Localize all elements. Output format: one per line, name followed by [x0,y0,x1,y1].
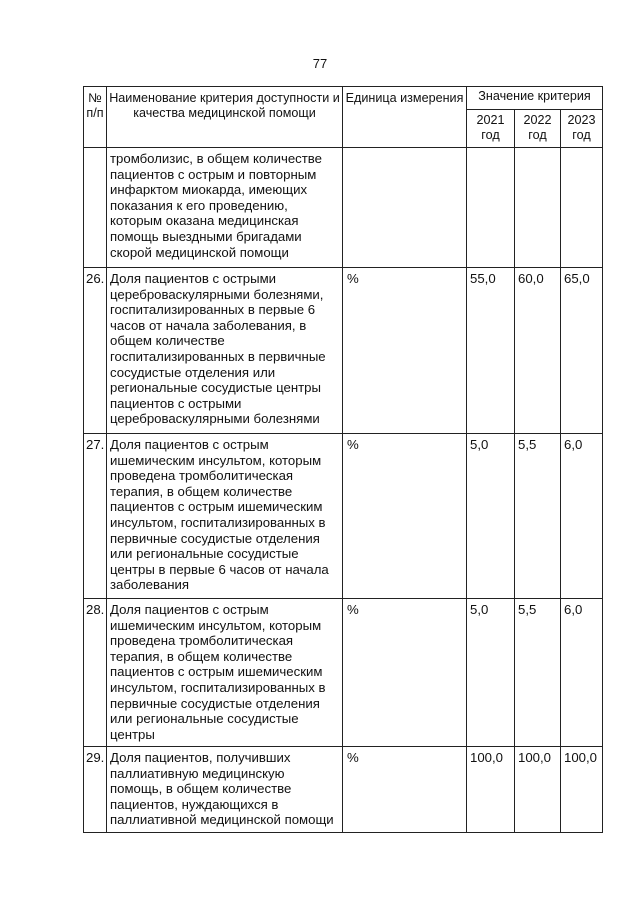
row-value-2021 [467,148,515,268]
table-header [84,87,603,148]
row-value-2023 [561,148,603,268]
row-criterion-name: Доля пациентов с острым ишемическим инсультом, которым проведена тромболитическая терапия, в общем количестве пациентов с острым ишемическим инсультом, госпитализированных в первичные сосудистые отделения или региональные сосудистые центры [107,599,343,747]
row-value-2022: 5,5 [515,434,561,599]
row-value-2021: 55,0 [467,268,515,434]
row-criterion-name: Доля пациентов с острыми цереброваскулярными болезнями, госпитализированных в первые 6 часов от начала заболевания, в общем количестве госпитализированных в первичные сосудистые отделения или региональные сосудистые центры пациентов с острыми цереброваскулярными болезнями [107,268,343,434]
row-number: 29. [84,747,107,833]
row-criterion-name: Доля пациентов, получивших паллиативную медицинскую помощь, в общем количестве пациентов, нуждающихся в паллиативной медицинской помощи [107,747,343,833]
row-value-2023: 65,0 [561,268,603,434]
table-row [84,434,603,599]
row-value-2022: 5,5 [515,599,561,747]
row-value-2022: 60,0 [515,268,561,434]
row-value-2023: 6,0 [561,599,603,747]
row-unit: % [343,434,467,599]
row-unit: % [343,599,467,747]
row-unit: % [343,268,467,434]
header-unit: Единица измерения [343,87,467,148]
row-value-2023: 6,0 [561,434,603,599]
row-value-2023: 100,0 [561,747,603,833]
row-number [84,148,107,268]
row-number: 28. [84,599,107,747]
row-value-2022: 100,0 [515,747,561,833]
row-value-2021: 100,0 [467,747,515,833]
criteria-table [83,86,603,833]
table-row [84,268,603,434]
row-criterion-name: Доля пациентов с острым ишемическим инсультом, которым проведена тромболитическая терапия, в общем количестве пациентов с острым ишемическим инсультом, госпитализированных в первичные сосудистые отделения или региональные сосудистые центры в первые 6 часов от начала заболевания [107,434,343,599]
row-number: 26. [84,268,107,434]
header-year-2021: 2021 год [467,110,515,148]
row-value-2021: 5,0 [467,434,515,599]
table-row [84,747,603,833]
table-row [84,599,603,747]
table-row [84,148,603,268]
header-year-2023: 2023 год [561,110,603,148]
header-criterion-name: Наименование критерия доступности и качества медицинской помощи [107,87,343,148]
row-criterion-name: тромболизис, в общем количестве пациентов с острым и повторным инфарктом миокарда, имеющих показания к его проведению, которым оказана медицинская помощь выездными бригадами скорой медицинской помощи [107,148,343,268]
row-number: 27. [84,434,107,599]
row-unit: % [343,747,467,833]
row-value-2022 [515,148,561,268]
header-year-2022: 2022 год [515,110,561,148]
header-value-group: Значение критерия [467,87,603,110]
row-unit [343,148,467,268]
row-value-2021: 5,0 [467,599,515,747]
header-number: № п/п [84,87,107,148]
page-number: 77 [312,56,328,71]
table-body [84,148,603,833]
